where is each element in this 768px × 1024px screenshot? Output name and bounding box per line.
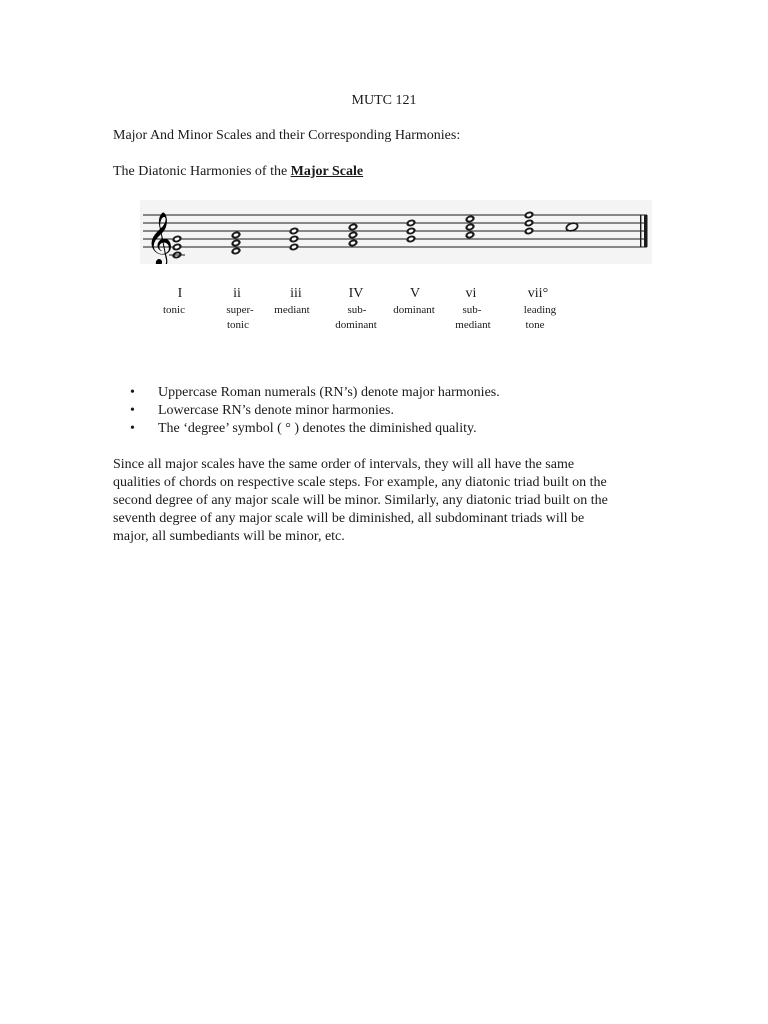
roman-numeral-1: I <box>177 286 183 301</box>
function-label-6-line2: mediant <box>455 319 491 331</box>
document-subtitle: Major And Minor Scales and their Corresponding Harmonies: <box>113 128 461 143</box>
music-staff <box>140 200 652 264</box>
function-label-2-line2: tonic <box>227 319 249 331</box>
bullet-item: • The ‘degree’ symbol ( ° ) denotes the diminished quality. <box>130 420 500 438</box>
function-label-1-line1: tonic <box>163 304 185 316</box>
paragraph-line: Since all major scales have the same order of intervals, they will all have the same <box>113 457 575 472</box>
explanation-paragraph <box>113 456 658 546</box>
function-label-2-line1: super- <box>226 304 254 316</box>
staff-background <box>140 200 652 264</box>
function-label-4-line2: dominant <box>335 319 377 331</box>
bullet-item: • Uppercase Roman numerals (RN’s) denote major harmonies. <box>130 384 500 402</box>
paragraph-line: seventh degree of any major scale will be diminished, all subdominant triads will be <box>113 511 585 526</box>
final-barline <box>644 215 648 247</box>
paragraph-line: major, all sumbediants will be minor, etc. <box>113 529 345 544</box>
music-staff-figure <box>140 200 652 264</box>
course-title: MUTC 121 <box>351 93 417 108</box>
chord-3 <box>288 226 299 251</box>
function-label-3-line1: mediant <box>274 304 310 316</box>
paragraph-line: qualities of chords on respective scale steps. For example, any diatonic triad built on the <box>113 475 607 490</box>
section-heading-prefix: The Diatonic Harmonies of the <box>113 164 291 179</box>
roman-numeral-2: ii <box>233 286 241 301</box>
function-label-7-line2: tone <box>525 319 545 331</box>
section-heading <box>113 164 363 180</box>
chord-6 <box>464 214 475 239</box>
roman-numeral-6: vi <box>465 286 477 301</box>
thin-barline <box>640 215 641 247</box>
chord-4 <box>347 222 358 247</box>
roman-numeral-4: IV <box>348 286 364 301</box>
function-label-4-line1: sub- <box>347 304 367 316</box>
bullet-list <box>130 384 500 438</box>
function-label-7-line1: leading <box>523 304 557 316</box>
treble-clef-icon: 𝄞 <box>146 211 174 264</box>
chord-5 <box>405 218 416 243</box>
bullet-item: • Lowercase RN’s denote minor harmonies. <box>130 402 500 420</box>
chord-2 <box>230 230 241 255</box>
roman-numeral-3: iii <box>290 286 302 301</box>
function-label-6-line1: sub- <box>462 304 482 316</box>
chord-7 <box>523 210 534 235</box>
paragraph-line: second degree of any major scale will be minor. Similarly, any diatonic triad built on the <box>113 493 608 508</box>
section-heading-emphasis: Major Scale <box>290 164 364 179</box>
roman-numeral-7: vii° <box>527 286 549 301</box>
roman-numeral-5: V <box>409 286 421 301</box>
function-label-5-line1: dominant <box>393 304 435 316</box>
